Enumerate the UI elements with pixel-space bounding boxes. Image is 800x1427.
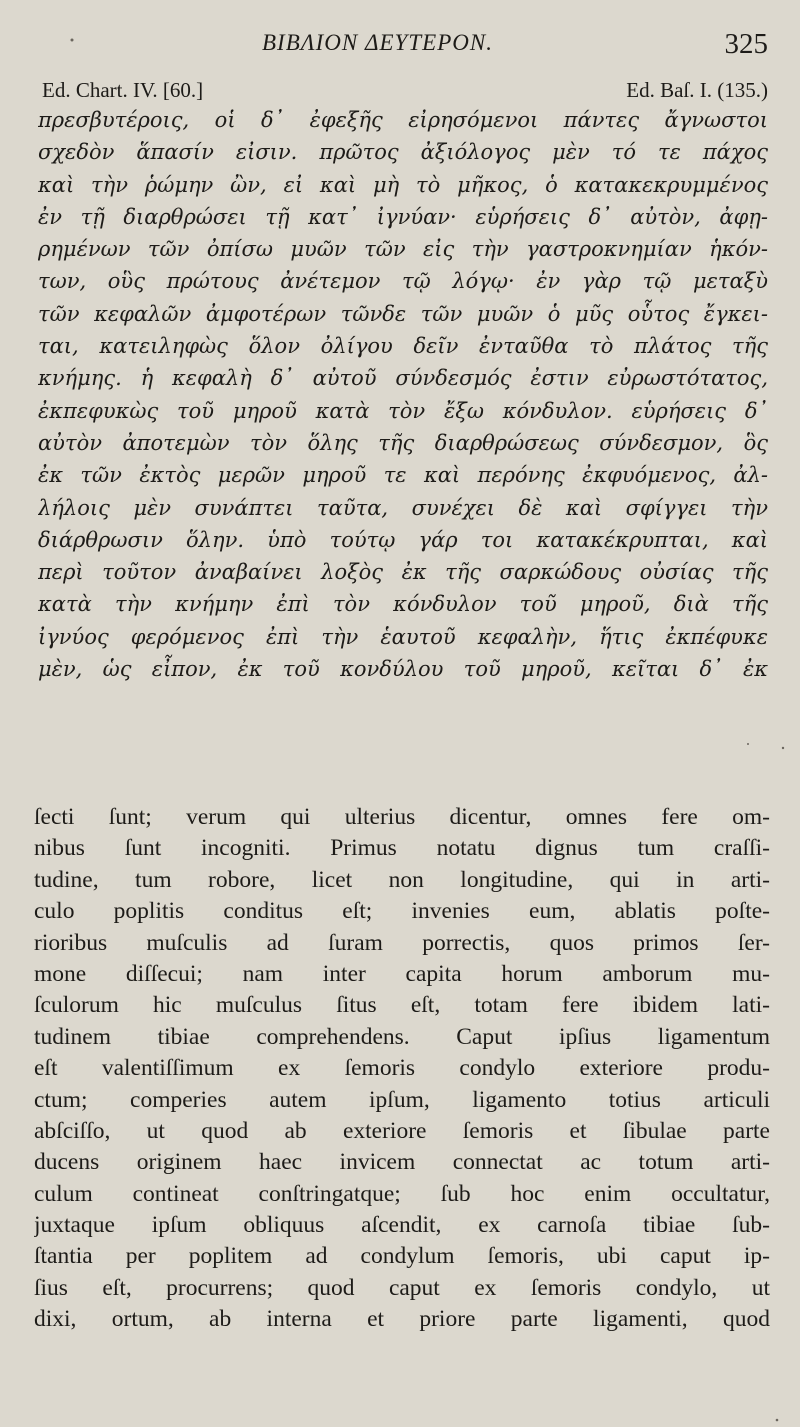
page-number: 325 bbox=[724, 28, 768, 60]
latin-text-line: culo poplitis conditus eſt; invenies eum, ablatis poſte- bbox=[34, 898, 770, 925]
latin-text-line: mone diſſecui; nam inter capita horum amborum mu- bbox=[34, 960, 770, 987]
greek-text-line: μὲν, ὡς εἶπον, ἐκ τοῦ κονδύλου τοῦ μηροῦ, κεῖται δ᾽ ἐκ bbox=[38, 657, 768, 682]
latin-text-line: nibus ſunt incogniti. Primus notatu dignus tum craſſi- bbox=[34, 835, 770, 862]
edition-basel-reference: Ed. Baſ. I. (135.) bbox=[626, 78, 768, 102]
latin-text-line: ctum; comperies autem ipſum, ligamento totius articuli bbox=[34, 1086, 770, 1113]
greek-text-line: ται, κατειληφὼς ὅλον ὀλίγου δεῖν ἐνταῦθα τὸ πλάτος τῆς bbox=[38, 334, 768, 359]
latin-text-line: culum contineat conſtringatque; ſub hoc enim occultatur, bbox=[34, 1180, 770, 1207]
greek-text-line: κατὰ τὴν κνήμην ἐπὶ τὸν κόνδυλον τοῦ μηροῦ, διὰ τῆς bbox=[38, 592, 768, 617]
greek-text-line: ἐκπεφυκὼς τοῦ μηροῦ κατὰ τὸν ἔξω κόνδυλον. εὑρήσεις δ᾽ bbox=[38, 398, 768, 423]
latin-text-line: ſecti ſunt; verum qui ulterius dicentur, omnes fere om- bbox=[34, 804, 770, 830]
edition-chart-reference: Ed. Chart. IV. [60.] bbox=[42, 78, 204, 102]
greek-text-line: ρημένων τῶν ὀπίσω μυῶν τῶν εἰς τὴν γαστροκνημίαν ἡκόν- bbox=[38, 237, 768, 262]
latin-text-line: tudinem tibiae comprehendens. Caput ipſius ligamentum bbox=[34, 1023, 770, 1050]
latin-text-line: ſius eſt, procurrens; quod caput ex ſemoris condylo, ut bbox=[34, 1274, 770, 1301]
latin-text-line: ſtantia per poplitem ad condylum ſemoris, ubi caput ip- bbox=[34, 1243, 770, 1270]
edition-reference-line bbox=[42, 78, 768, 104]
latin-text-line: eſt valentiſſimum ex ſemoris condylo exteriore produ- bbox=[34, 1055, 770, 1082]
latin-text-block bbox=[34, 802, 770, 1336]
greek-text-line: ἐν τῇ διαρθρώσει τῇ κατ᾽ ἰγνύαν· εὑρήσεις δ᾽ αὐτὸν, ἀφῃ- bbox=[38, 204, 768, 229]
greek-text-line: διάρθρωσιν ὅλην. ὑπὸ τούτῳ γάρ τοι κατακέκρυπται, καὶ bbox=[38, 527, 768, 552]
greek-text-line: περὶ τοῦτον ἀναβαίνει λοξὸς ἐκ τῆς σαρκώδους οὐσίας τῆς bbox=[38, 560, 768, 585]
running-title: BIBΛION ΔEYTEPON. bbox=[262, 30, 493, 55]
greek-text-line: σχεδὸν ἅπασίν εἰσιν. πρῶτος ἀξιόλογος μὲν τό τε πάχος bbox=[38, 140, 768, 165]
greek-text-line: τῶν κεφαλῶν ἀμφοτέρων τῶνδε τῶν μυῶν ὁ μῦς οὗτος ἔγκει- bbox=[38, 301, 768, 326]
latin-text-line: rioribus muſculis ad ſuram porrectis, quos primos ſer- bbox=[34, 929, 770, 956]
greek-text-line: ἰγνύος φερόμενος ἐπὶ τὴν ἑαυτοῦ κεφαλὴν, ἥτις ἐκπέφυκε bbox=[38, 624, 768, 649]
latin-text-line: ſculorum hic muſculus ſitus eſt, totam fere ibidem lati- bbox=[34, 992, 770, 1019]
latin-text-line: abſciſſo, ut quod ab exteriore ſemoris et ſibulae parte bbox=[34, 1117, 770, 1144]
latin-text-line: dixi, ortum, ab interna et priore parte ligamenti, quod bbox=[34, 1306, 770, 1333]
greek-text-line: πρεσβυτέροις, οἱ δ᾽ ἐφεξῆς εἰρησόμενοι πάντες ἄγνωστοι bbox=[38, 108, 768, 132]
running-head bbox=[0, 30, 800, 64]
latin-text-line: ducens originem haec invicem connectat ac totum arti- bbox=[34, 1149, 770, 1176]
latin-text-line: juxtaque ipſum obliquus aſcendit, ex carnoſa tibiae ſub- bbox=[34, 1212, 770, 1239]
greek-text-block bbox=[38, 104, 768, 685]
greek-text-line: λήλοις μὲν συνάπτει ταῦτα, συνέχει δὲ καὶ σφίγγει τὴν bbox=[38, 495, 768, 520]
greek-text-line: κνήμης. ἡ κεφαλὴ δ᾽ αὐτοῦ σύνδεσμός ἐστιν εὐρωστότατος, bbox=[38, 366, 768, 391]
latin-text-line: tudine, tum robore, licet non longitudine, qui in arti- bbox=[34, 866, 770, 893]
greek-text-line: καὶ τὴν ῥώμην ὢν, εἰ καὶ μὴ τὸ μῆκος, ὁ κατακεκρυμμένος bbox=[38, 172, 768, 197]
greek-text-line: των, οὓς πρώτους ἀνέτεμον τῷ λόγῳ· ἐν γὰρ τῷ μεταξὺ bbox=[38, 269, 768, 294]
greek-text-line: ἐκ τῶν ἐκτὸς μερῶν μηροῦ τε καὶ περόνης ἐκφυόμενος, ἀλ- bbox=[38, 463, 768, 488]
greek-text-line: αὐτὸν ἀποτεμὼν τὸν ὅλης τῆς διαρθρώσεως σύνδεσμον, ὃς bbox=[38, 430, 768, 455]
